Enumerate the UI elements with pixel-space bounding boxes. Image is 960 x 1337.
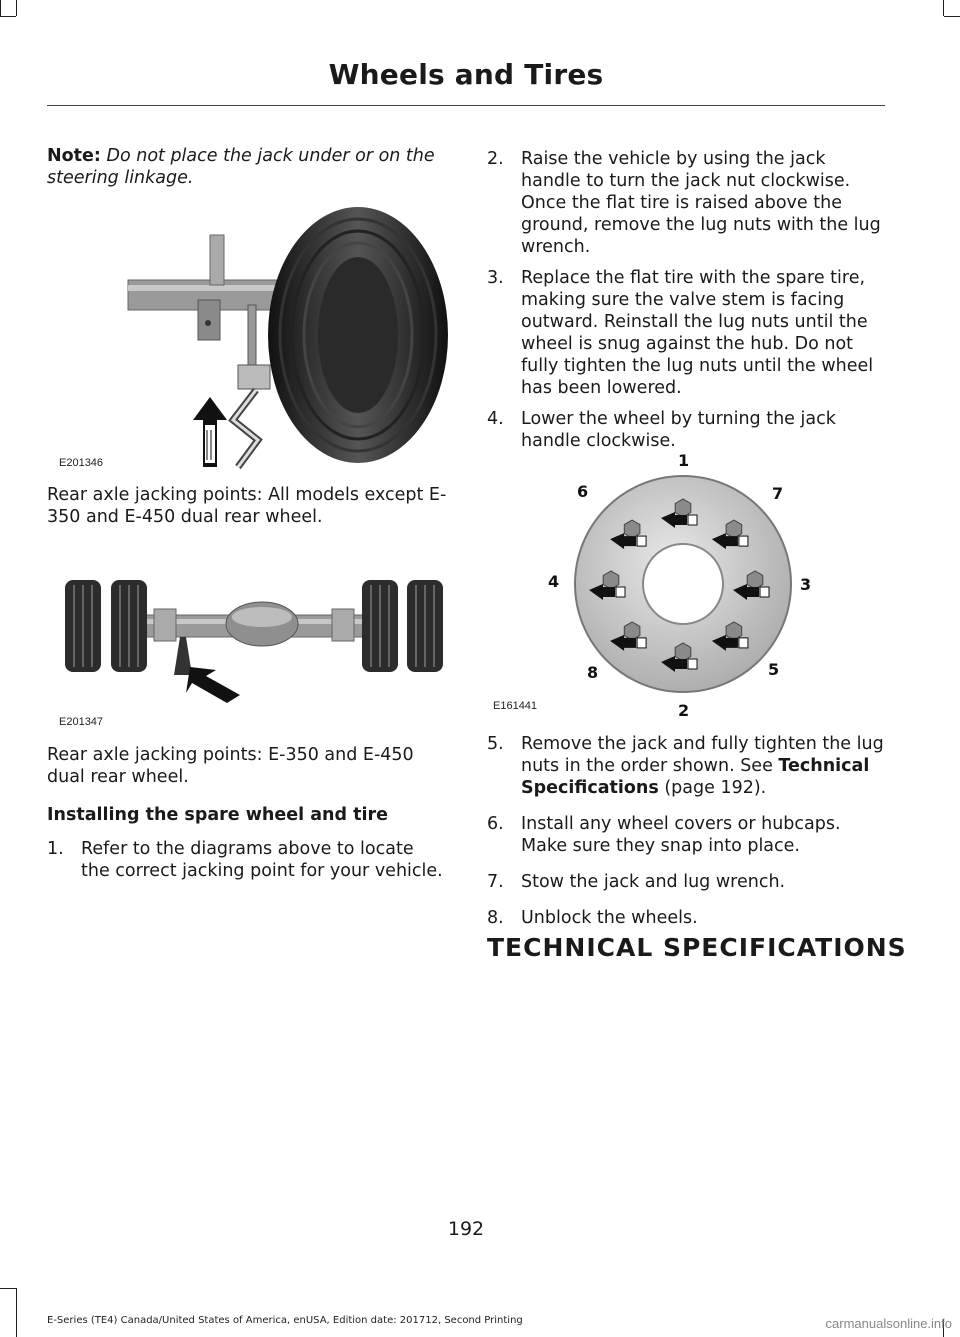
jack-axle-illustration — [58, 205, 448, 475]
caption-2-text: Rear axle jacking points: E-350 and E-450 dual rear wheel. — [47, 745, 414, 787]
caption-1 — [47, 484, 447, 528]
right-column — [487, 148, 885, 461]
crop-mark — [16, 1289, 17, 1337]
crop-mark — [0, 16, 16, 17]
lug-label: 4 — [548, 572, 560, 591]
right-lower-text — [487, 733, 885, 938]
list-text: Unblock the wheels. — [521, 908, 698, 928]
list-number: 4. — [487, 409, 504, 429]
page-number: 192 — [447, 1218, 485, 1240]
list-item — [47, 838, 447, 882]
lug-nut-wheel-illustration — [540, 448, 830, 718]
list-number: 3. — [487, 268, 504, 288]
page-title: Wheels and Tires — [328, 58, 604, 91]
technical-specifications-link[interactable]: Technical Specifications — [521, 756, 870, 798]
list-text: Raise the vehicle by using the jack handle to turn the jack nut clockwise. Once the flat tire is raised above the ground, remove the lug nuts with the lug wrench. — [521, 149, 881, 257]
list-item — [487, 871, 885, 893]
list-text: Stow the jack and lug wrench. — [521, 872, 786, 892]
list-text: Remove the jack and fully tighten the lug nuts in the order shown. See — [521, 734, 884, 776]
list-number: 6. — [487, 814, 504, 834]
list-item — [487, 148, 885, 258]
crop-mark — [944, 16, 960, 17]
list-number: 1. — [47, 839, 64, 859]
list-text: Refer to the diagrams above to locate the correct jacking point for your vehicle. — [81, 839, 443, 881]
lug-label: 1 — [678, 451, 690, 470]
dual-axle-illustration — [62, 575, 447, 710]
lug-label: 6 — [577, 482, 589, 501]
header-divider — [47, 105, 885, 106]
figure-code: E161441 — [493, 700, 538, 712]
lug-label: 3 — [800, 575, 812, 594]
list-item — [487, 813, 885, 857]
caption-1-text: Rear axle jacking points: All models except E-350 and E-450 dual rear wheel. — [47, 485, 447, 527]
note-label: Note: — [47, 146, 101, 166]
figure-code: E201346 — [59, 457, 104, 469]
dual-axle-figure — [62, 575, 447, 710]
edition-line: E-Series (TE4) Canada/United States of America, enUSA, Edition date: 201712, Second Printing — [47, 1315, 523, 1326]
crop-mark — [0, 1288, 17, 1289]
section-heading-technical-specifications: TECHNICAL SPECIFICATIONS — [487, 933, 907, 962]
list-item — [487, 733, 885, 799]
lug-nut-sequence-figure — [540, 448, 830, 718]
left-lower-text — [47, 744, 447, 891]
list-number: 2. — [487, 149, 504, 169]
lug-label: 8 — [587, 663, 599, 682]
crop-mark — [16, 0, 17, 16]
crop-mark — [0, 0, 1, 16]
section-heading: Installing the spare wheel and tire — [47, 805, 388, 825]
lug-label: 7 — [772, 484, 784, 503]
lug-label: 2 — [678, 701, 690, 718]
list-text: Lower the wheel by turning the jack handle clockwise. — [521, 409, 836, 451]
list-item — [487, 267, 885, 399]
list-number: 8. — [487, 908, 504, 928]
list-item — [487, 408, 885, 452]
figure-code: E201347 — [59, 716, 104, 728]
crop-mark — [943, 0, 944, 16]
page-reference: (page 192). — [658, 778, 767, 798]
note-text: Do not place the jack under or on the steering linkage. — [47, 146, 435, 188]
list-number: 7. — [487, 872, 504, 892]
list-text: Install any wheel covers or hubcaps. Make sure they snap into place. — [521, 814, 841, 856]
watermark: carmanualsonline.info — [825, 1316, 952, 1331]
list-item — [487, 907, 885, 929]
note — [47, 145, 447, 189]
list-number: 5. — [487, 734, 504, 754]
lug-label: 5 — [768, 660, 780, 679]
list-text: Replace the flat tire with the spare tire, making sure the valve stem is facing outward. Reinstall the lug nuts until the wheel is snug against the hub. Do not fully tighten the lug nuts until the wheel has been lowered. — [521, 268, 874, 398]
jack-axle-figure — [58, 205, 448, 475]
left-column — [47, 145, 447, 189]
